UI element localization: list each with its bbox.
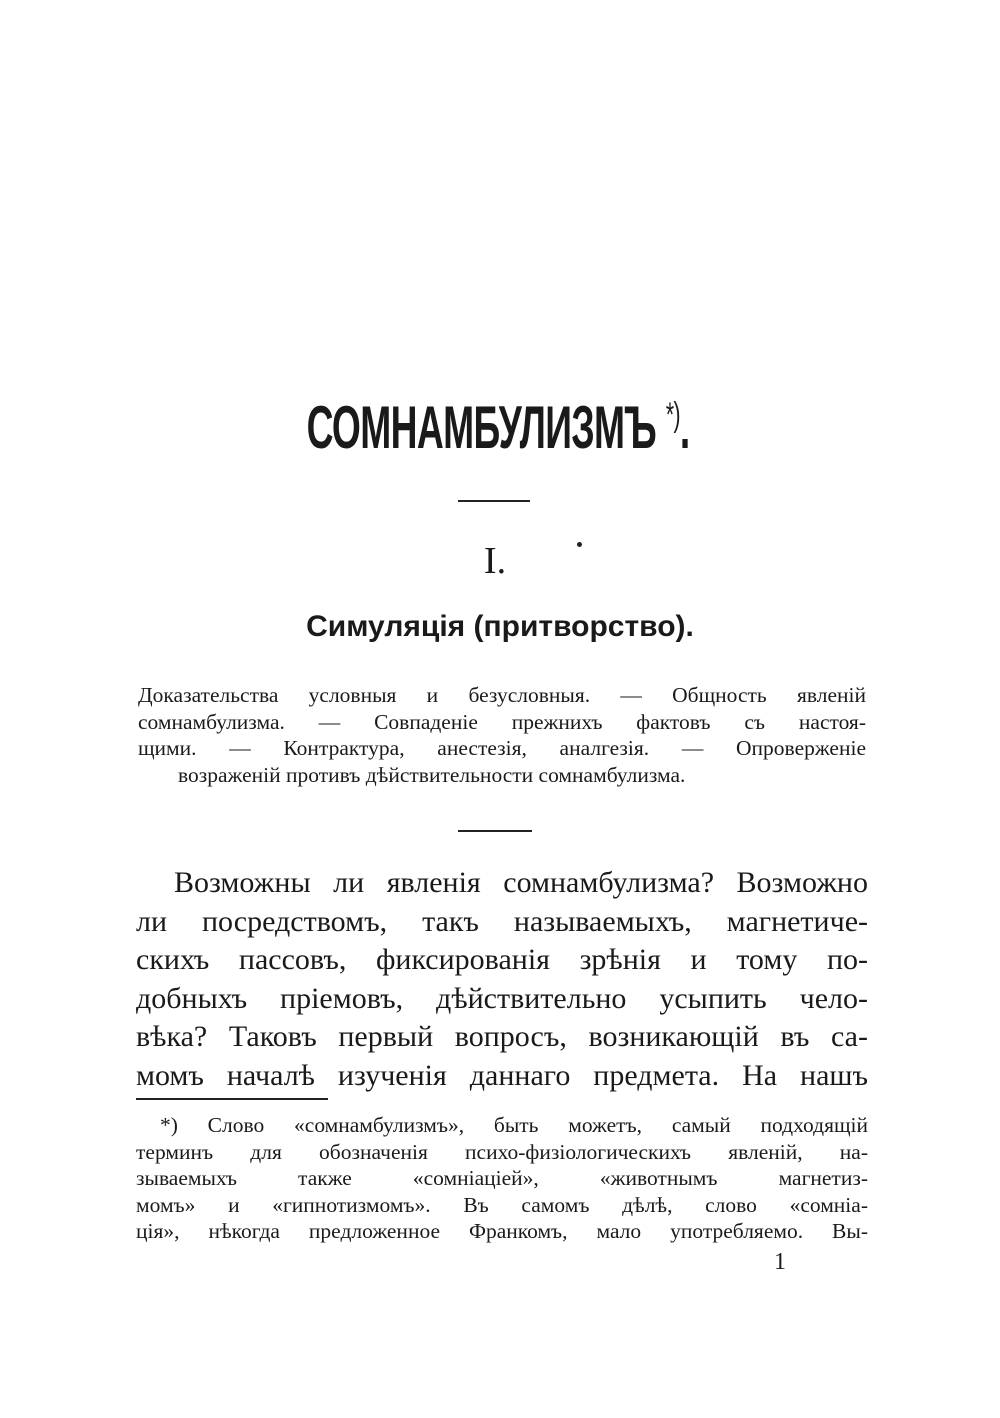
footnote-line: *) Слово «сомнамбулизмъ», быть можетъ, самый подходящiй [160, 1113, 868, 1137]
summary-line: Доказательства условныя и безусловныя. — Общность явленiй [138, 683, 866, 707]
footnote [136, 1112, 868, 1245]
body-line: момъ началѣ изученiя даннаго предмета. На нашъ [136, 1058, 868, 1092]
main-title [188, 394, 808, 461]
footnote-divider [136, 1098, 328, 1100]
chapter-summary [138, 682, 866, 788]
summary-line: возраженiй противъ дѣйствительности сомнамбулизма. [178, 762, 686, 787]
title-text: СОМНАМБУЛИЗМЪ [306, 394, 657, 461]
footnote-line: зываемыхъ также «сомнiацiей», «животнымъ магнетиз- [136, 1166, 868, 1190]
summary-divider [458, 830, 532, 832]
footnote-line: терминъ для обозначенiя психо-физiологическихъ явленiй, на- [136, 1139, 868, 1164]
body-line: вѣка? Таковъ первый вопросъ, возникающiй въ са- [136, 1020, 868, 1053]
summary-line: сомнамбулизма. — Совпаденiе прежнихъ фактовъ съ настоя- [138, 709, 866, 734]
title-end-punct: . [679, 394, 690, 461]
body-line: добныхъ прiемовъ, дѣйствительно усыпить чело- [136, 981, 868, 1015]
body-line: Возможны ли явленiя сомнамбулизма? Возможно [174, 866, 868, 899]
page-number: 1 [774, 1249, 786, 1275]
title-divider [458, 500, 530, 502]
chapter-number: I. [483, 540, 507, 582]
footnote-line: цiя», нѣкогда предложенное Франкомъ, мало употребляемо. Вы- [136, 1219, 868, 1243]
footnote-line: момъ» и «гипнотизмомъ». Въ самомъ дѣлѣ, слово «сомнiа- [136, 1192, 868, 1217]
body-paragraph [136, 864, 868, 1095]
print-speck [577, 542, 582, 547]
body-line: ли посредствомъ, такъ называемыхъ, магнетиче- [136, 904, 868, 938]
summary-line: щими. — Контрактура, анестезiя, аналгезiя. — Опроверженiе [138, 736, 866, 760]
body-line: скихъ пассовъ, фиксированiя зрѣнiя и тому по- [136, 943, 868, 976]
title-footnote-marker: *) [665, 396, 680, 434]
chapter-title: Симуляцiя (притворство). [306, 610, 694, 643]
